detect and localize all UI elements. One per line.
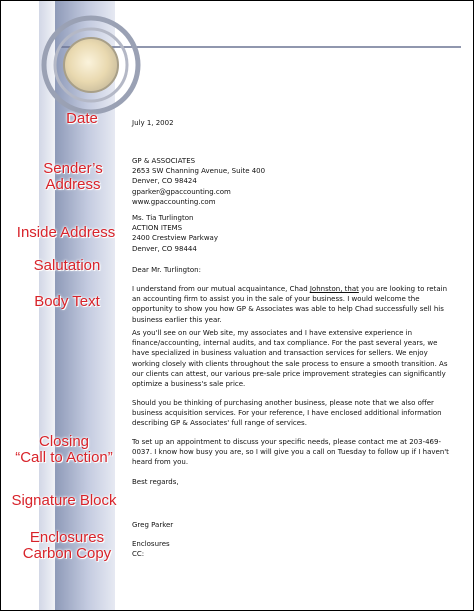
sender-city: Denver, CO 98424	[132, 177, 197, 186]
closing-paragraph: To set up an appointment to discuss your specific needs, please contact me at 203-469-0037. I know how busy you are, so I will give you a call on Tuesday to follow up if I haven't heard from you.	[132, 438, 449, 467]
label-inside-address: Inside Address	[16, 224, 116, 241]
sender-company: GP & ASSOCIATES	[132, 157, 196, 165]
recipient-company: ACTION ITEMS	[132, 224, 183, 233]
sender-address-block	[132, 156, 454, 207]
body-paragraph-3: Should you be thinking of purchasing another business, please note that we also offer business acquisition services. For your reference, I have enclosed additional information describing GP & Associates' full range of services.	[132, 399, 442, 428]
salutation: Dear Mr. Turlington:	[132, 266, 201, 274]
cc-line: CC:	[132, 550, 145, 558]
inside-address-block	[132, 213, 454, 254]
ring-inner	[64, 38, 118, 92]
sender-street: 2653 SW Channing Avenue, Suite 400	[132, 167, 266, 176]
recipient-city: Denver, CO 98444	[132, 244, 197, 253]
enclosures-line: Enclosures	[132, 540, 170, 548]
label-senders-address: Sender’s Address	[43, 160, 103, 193]
label-closing-call-to-action: Closing “Call to Action”	[15, 433, 113, 466]
body-paragraph-2: As you'll see on our Web site, my associates and I have extensive experience in finance/accounting, internal audits, and tax compliance. For the past several years, we have specialized in business valuation and transaction services for sellers. We enjoy working closely with clients throughout the sale process to ensure a smooth transition. As our clients can attest, our various pre-sale price improvement strategies can significantly optimize a business's sale price.	[132, 329, 448, 389]
letter-date: July 1, 2002	[132, 119, 174, 127]
signature-name: Greg Parker	[132, 521, 174, 529]
sender-email: gparker@gpaccounting.com	[132, 187, 231, 196]
underlined-name: Johnston, that	[309, 285, 359, 293]
label-signature-block: Signature Block	[11, 492, 117, 509]
sender-web: www.gpaccounting.com	[132, 197, 216, 206]
label-enclosures-carbon-copy: Enclosures Carbon Copy	[22, 529, 112, 562]
recipient-street: 2400 Crestview Parkway	[132, 234, 218, 243]
recipient-name: Ms. Tia Turlington	[132, 214, 194, 222]
label-body-text: Body Text	[34, 293, 100, 310]
closing-phrase: Best regards,	[132, 478, 179, 486]
label-date: Date	[66, 110, 98, 127]
label-salutation: Salutation	[33, 257, 101, 274]
body-paragraph-1: I understand from our mutual acquaintance, Chad Johnston, that you are looking to retain an accounting firm to assist you in the sale of your business. I would welcome the opportunity to show you how GP & Associates was able to help Chad successfully sell his business earlier this year.	[132, 285, 448, 324]
